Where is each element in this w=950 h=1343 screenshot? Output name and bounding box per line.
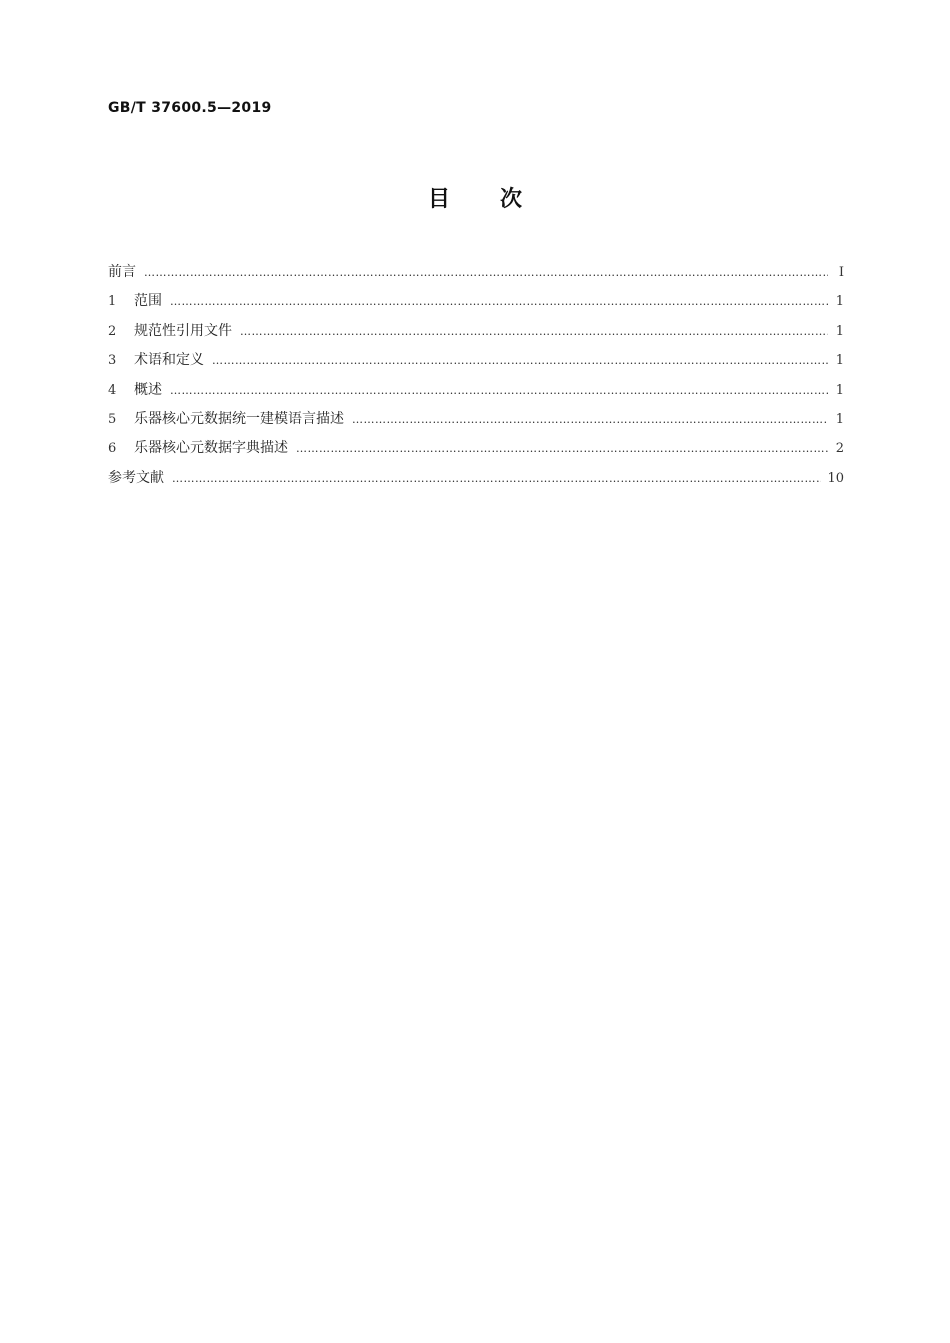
toc-leader-dots <box>240 317 828 346</box>
toc-entry-text: 前言 <box>108 264 136 280</box>
toc-leader-dots <box>170 376 828 405</box>
toc-page-number: 2 <box>835 441 844 457</box>
toc-leader-dots <box>172 464 821 493</box>
page-title: 目次 <box>427 187 572 212</box>
toc-entry-number: 1 <box>108 294 117 310</box>
toc-page-number: 1 <box>835 411 844 427</box>
toc-entry-dictionary-description[interactable] <box>108 434 844 463</box>
standard-code: GB/T 37600.5—2019 <box>108 100 272 116</box>
toc-entry-number: 2 <box>108 323 117 339</box>
toc-entry-text: 概述 <box>134 381 162 398</box>
toc-leader-dots <box>212 346 828 375</box>
toc-entry-scope[interactable] <box>108 287 844 316</box>
table-of-contents <box>108 258 844 493</box>
toc-entry-text: 范围 <box>134 293 162 310</box>
toc-entry-normative-references[interactable] <box>108 317 844 346</box>
toc-entry-text: 参考文献 <box>108 469 164 486</box>
toc-page-number: Ⅰ <box>838 265 844 280</box>
toc-entry-text: 规范性引用文件 <box>134 322 232 339</box>
toc-entry-number: 6 <box>108 441 117 457</box>
toc-entry-bibliography[interactable] <box>108 464 844 493</box>
toc-entry-terms-definitions[interactable] <box>108 346 844 375</box>
toc-page-number: 1 <box>835 353 844 369</box>
toc-entry-foreword[interactable] <box>108 258 844 287</box>
toc-leader-dots <box>352 405 828 434</box>
toc-leader-dots <box>296 434 828 463</box>
toc-entry-number: 4 <box>108 382 117 398</box>
toc-entry-text: 术语和定义 <box>134 352 204 369</box>
toc-page-number: 1 <box>835 323 844 339</box>
toc-entry-text: 乐器核心元数据统一建模语言描述 <box>134 410 344 427</box>
toc-page-number: 1 <box>835 294 844 310</box>
toc-entry-overview[interactable] <box>108 376 844 405</box>
toc-page-number: 10 <box>827 470 844 486</box>
toc-leader-dots <box>144 258 828 287</box>
toc-entry-uml-description[interactable] <box>108 405 844 434</box>
toc-entry-text: 乐器核心元数据字典描述 <box>134 440 288 457</box>
toc-entry-number: 5 <box>108 411 117 427</box>
toc-entry-number: 3 <box>108 353 117 369</box>
toc-page-number: 1 <box>835 382 844 398</box>
toc-leader-dots <box>170 287 828 316</box>
